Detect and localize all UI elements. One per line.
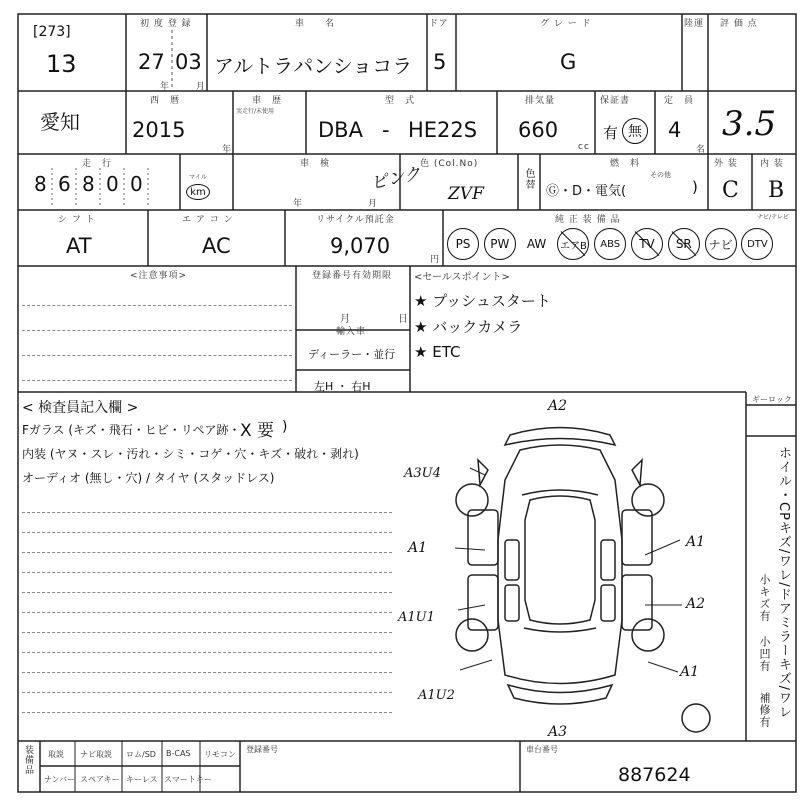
right-vertical-4: 補修有 bbox=[758, 692, 771, 728]
chassis-label: 車台番号 bbox=[526, 745, 558, 754]
mileage-digit: 0 bbox=[130, 172, 143, 196]
notes-label: <注意事項> bbox=[130, 271, 188, 281]
inspector-dash bbox=[22, 632, 392, 633]
doors: 5 bbox=[433, 50, 447, 74]
mark-right-rear: A1 bbox=[680, 664, 700, 680]
expiry-label: 登録番号有効期限 bbox=[312, 271, 393, 281]
right-vertical-1: ホイル・CPキズ/ワレ/ドアミラーキズ/ワレ bbox=[776, 446, 791, 720]
equipment-label: DTV bbox=[741, 228, 773, 260]
fuel-other: その他 bbox=[650, 171, 671, 179]
chassis-number: 887624 bbox=[618, 764, 691, 786]
sales-point-2: ★ バックカメラ bbox=[414, 318, 523, 336]
exterior-grade: C bbox=[722, 178, 739, 203]
cc-unit: cc bbox=[578, 142, 590, 152]
dealer-parallel: ディーラー・並行 bbox=[308, 348, 396, 361]
label-model-year: 西 暦 bbox=[150, 96, 181, 106]
label-inspection: 車 検 bbox=[300, 159, 331, 169]
label-exterior: 外 装 bbox=[714, 159, 738, 169]
import-label: 輸入車 bbox=[336, 327, 367, 337]
month-unit: 月 bbox=[196, 82, 207, 92]
label-model-type: 型 式 bbox=[385, 96, 416, 106]
year-unit: 年 bbox=[160, 82, 171, 92]
footer-r1-0: 取説 bbox=[48, 750, 64, 759]
glass-mark: X 要 bbox=[240, 421, 275, 441]
footer-r2-3: スマートキー bbox=[164, 775, 212, 784]
inspector-line-2: 内装 (ヤヌ・スレ・汚れ・シミ・コゲ・穴・キズ・破れ・剥れ) bbox=[22, 447, 359, 461]
capacity-unit: 名 bbox=[696, 145, 707, 155]
inspector-dash bbox=[22, 612, 392, 613]
label-capacity: 定 員 bbox=[664, 96, 695, 106]
fuel-options: Ⓖ・D・電気( bbox=[546, 184, 627, 199]
inspector-dash bbox=[22, 552, 392, 553]
label-score: 評 価 点 bbox=[720, 19, 758, 29]
equipment-item bbox=[738, 226, 776, 262]
warranty-yes: 有 bbox=[603, 124, 619, 142]
label-aircon: エ ア コ ン bbox=[182, 215, 234, 225]
mark-front-a2: A2 bbox=[548, 398, 568, 414]
footer-r2-2: キーレス bbox=[126, 775, 158, 784]
equipment-label: エアB bbox=[557, 228, 589, 260]
mileage-digit: 0 bbox=[106, 172, 119, 196]
label-history: 車 歴 bbox=[252, 96, 283, 106]
label-equipment: 純 正 装 備 品 bbox=[555, 215, 621, 225]
glass-paren-close: ) bbox=[282, 419, 288, 435]
footer-r1-2: ロム/SD bbox=[126, 750, 156, 759]
equipment-label: ナビ bbox=[705, 228, 737, 260]
strike-mark bbox=[635, 231, 660, 256]
mark-left-rear-door: A1U1 bbox=[398, 610, 435, 625]
footer-r1-3: B-CAS bbox=[166, 749, 191, 758]
reg-number-label: 登録番号 bbox=[246, 745, 278, 754]
label-fuel: 燃 料 bbox=[610, 159, 641, 169]
footer-r2-1: スペアキー bbox=[80, 775, 120, 784]
interior-grade: B bbox=[768, 178, 785, 203]
grade: G bbox=[560, 50, 577, 74]
sales-point-3: ★ ETC bbox=[414, 343, 461, 361]
label-navi-tv: ナビ/テレビ bbox=[757, 214, 789, 221]
equipment-item bbox=[628, 226, 666, 262]
yen-unit: 円 bbox=[430, 255, 441, 265]
footer-r1-1: ナビ取説 bbox=[80, 750, 112, 759]
equipment-item bbox=[665, 226, 703, 262]
strike-mark bbox=[561, 231, 586, 256]
inspector-dash bbox=[22, 672, 392, 673]
label-interior: 内 装 bbox=[760, 159, 784, 169]
footer-r2-0: ナンバー bbox=[44, 775, 76, 784]
inspector-line-1: Fガラス (キズ・飛石・ヒビ・リペア跡・ bbox=[22, 423, 241, 437]
equipment-item bbox=[554, 226, 592, 262]
import-note: 実走行/未使用 bbox=[236, 108, 275, 115]
equipment-label: TV bbox=[631, 228, 663, 260]
steering-side: 左H ・ 右H bbox=[314, 380, 371, 393]
sales-point-1: ★ プッシュスタート bbox=[414, 292, 551, 310]
mile-label: マイル bbox=[189, 174, 207, 181]
equipment-label: PS bbox=[447, 228, 479, 260]
label-displacement: 排気量 bbox=[525, 96, 556, 106]
footer-side-label: 装備品 bbox=[23, 745, 33, 775]
score-value: 3.5 bbox=[722, 104, 777, 144]
equipment-label: AW bbox=[526, 237, 547, 251]
lot-bracket: [273] bbox=[33, 24, 71, 40]
right-vertical-3: 小凹有 bbox=[758, 636, 771, 672]
equipment-item bbox=[518, 226, 556, 262]
displacement: 660 bbox=[518, 118, 559, 142]
footer-r1-4: リモコン bbox=[204, 750, 236, 759]
label-mileage: 走 行 bbox=[82, 159, 113, 169]
equipment-item bbox=[444, 226, 482, 262]
equipment-label: ABS bbox=[594, 228, 626, 260]
equipment-item bbox=[702, 226, 740, 262]
km-unit-circled: km bbox=[186, 184, 210, 200]
model-year-unit: 年 bbox=[222, 145, 233, 155]
strike-mark bbox=[671, 231, 696, 256]
inspector-dash bbox=[22, 512, 392, 513]
key-lock-label: ギーロック bbox=[752, 395, 792, 404]
right-vertical-2: 小キズ有 bbox=[758, 574, 771, 622]
fuel-paren-close: ) bbox=[692, 178, 698, 196]
color-code: ZVF bbox=[448, 184, 484, 204]
model-number: HE22S bbox=[408, 118, 478, 142]
inspector-line-3: オーディオ (無し・穴) / タイヤ (スタッドレス) bbox=[22, 471, 275, 485]
inspector-dash bbox=[22, 592, 392, 593]
model-dash: - bbox=[382, 118, 390, 142]
inspector-dash bbox=[22, 572, 392, 573]
inspector-dash bbox=[22, 652, 392, 653]
mileage-digit: 6 bbox=[58, 172, 71, 196]
label-warranty: 保証書 bbox=[600, 96, 631, 106]
mark-left-rear: A1U2 bbox=[418, 688, 455, 703]
label-shift: シ フ ト bbox=[58, 215, 96, 225]
inspector-dash bbox=[22, 712, 392, 713]
label-car-name: 車 名 bbox=[295, 19, 336, 29]
mark-right-front-door: A1 bbox=[686, 534, 706, 550]
equipment-item bbox=[591, 226, 629, 262]
color-change: 色替 bbox=[523, 168, 534, 190]
equipment-item bbox=[481, 226, 519, 262]
mark-right-rear-door: A2 bbox=[686, 596, 706, 612]
aircon: AC bbox=[202, 234, 231, 258]
lot-number: 13 bbox=[46, 50, 77, 78]
sales-label: <セールスポイント> bbox=[414, 272, 510, 283]
mark-rear-a3: A3 bbox=[548, 724, 568, 740]
label-grade: グ レ ー ド bbox=[540, 19, 592, 29]
mileage-digit: 8 bbox=[82, 172, 95, 196]
mark-left-front-door: A1 bbox=[408, 540, 428, 556]
inspection-year-unit: 年 bbox=[293, 199, 304, 209]
inspector-title: < 検査員記入欄 > bbox=[22, 400, 139, 416]
model-year: 2015 bbox=[132, 118, 186, 142]
shift: AT bbox=[66, 234, 92, 258]
label-doors: ドア bbox=[429, 19, 449, 29]
label-recycle: リサイクル預託金 bbox=[316, 215, 395, 225]
model-code: DBA bbox=[318, 118, 363, 142]
prefecture: 愛知 bbox=[40, 110, 80, 134]
reg-month: 03 bbox=[175, 50, 202, 74]
label-row-num: 陸運 bbox=[684, 19, 705, 29]
car-name: アルトラパンショコラ bbox=[214, 54, 413, 78]
inspection-month-unit: 月 bbox=[368, 199, 379, 209]
recycle-value: 9,070 bbox=[330, 234, 391, 258]
mark-front-left: A3U4 bbox=[404, 466, 441, 481]
inspector-dash bbox=[22, 532, 392, 533]
expiry-month: 月 bbox=[340, 314, 351, 325]
capacity: 4 bbox=[668, 118, 682, 142]
expiry-day: 日 bbox=[398, 314, 409, 325]
reg-year: 27 bbox=[138, 50, 165, 74]
inspector-dash bbox=[22, 692, 392, 693]
label-first-reg: 初 度 登 録 bbox=[140, 19, 192, 29]
mileage-digit: 8 bbox=[34, 172, 47, 196]
equipment-label: PW bbox=[484, 228, 516, 260]
warranty-no-circled: 無 bbox=[622, 118, 648, 144]
color-name: ピンク bbox=[368, 163, 423, 194]
label-color: 色 (Col.No) bbox=[420, 159, 479, 169]
equipment-label: SR bbox=[668, 228, 700, 260]
